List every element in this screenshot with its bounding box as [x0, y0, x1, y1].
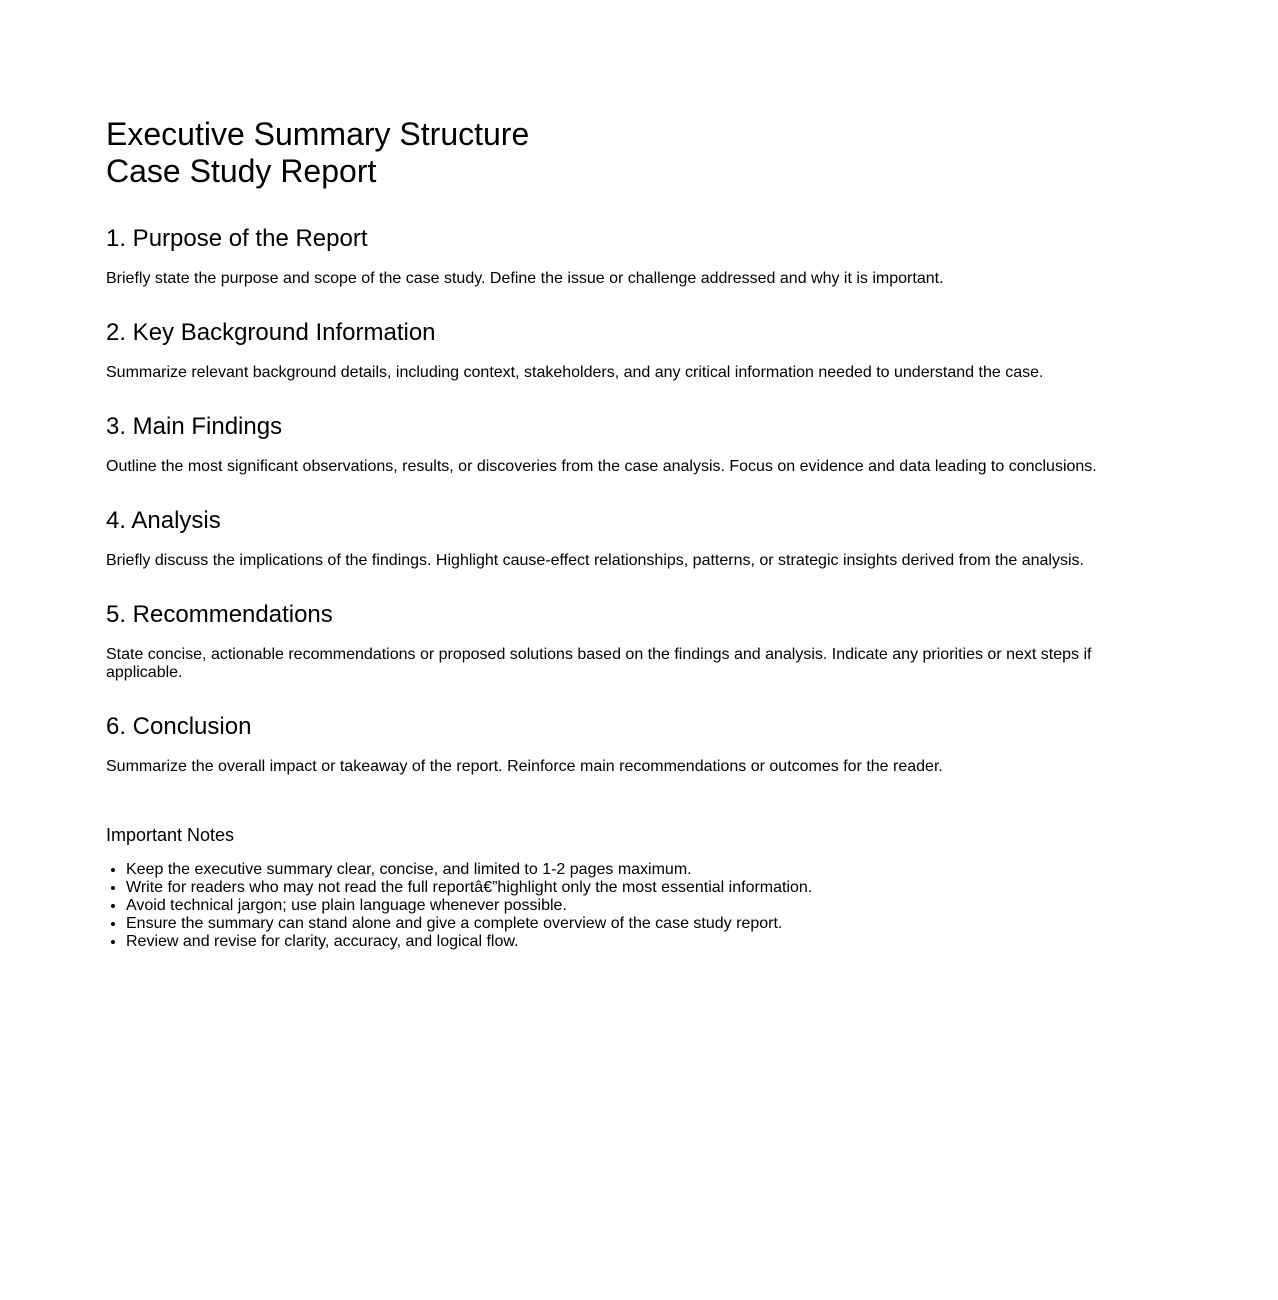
section-analysis	[106, 507, 1106, 570]
section-heading: 2. Key Background Information	[106, 319, 436, 346]
section-body: State concise, actionable recommendations or proposed solutions based on the findings and analysis. Indicate any priorities or next steps if applicable.	[106, 646, 1092, 681]
section-heading: 3. Main Findings	[106, 413, 283, 440]
section-heading: 1. Purpose of the Report	[106, 225, 368, 252]
section-heading: 5. Recommendations	[106, 601, 333, 628]
list-item: • Review and revise for clarity, accuracy, and logical flow.	[126, 933, 1106, 951]
section-findings	[106, 413, 1106, 476]
notes-heading: Important Notes	[106, 825, 235, 845]
section-purpose	[106, 225, 1106, 288]
notes-list	[106, 861, 1106, 951]
section-body: Summarize the overall impact or takeaway of the report. Reinforce main recommendations or outcomes for the reader.	[106, 758, 943, 775]
section-body: Briefly state the purpose and scope of the case study. Define the issue or challenge addressed and why it is important.	[106, 270, 944, 287]
section-body: Outline the most significant observations, results, or discoveries from the case analysis. Focus on evidence and data leading to conclusions.	[106, 458, 1097, 475]
document-title-line-2: Case Study Report	[106, 153, 377, 189]
list-item: • Avoid technical jargon; use plain language whenever possible.	[126, 897, 1106, 915]
document-title-line-1: Executive Summary Structure	[106, 116, 530, 152]
section-conclusion	[106, 713, 1106, 776]
section-heading: 6. Conclusion	[106, 713, 252, 740]
important-notes	[106, 825, 1106, 951]
section-recommendations	[106, 601, 1106, 682]
list-item: • Ensure the summary can stand alone and give a complete overview of the case study report.	[126, 915, 1106, 933]
list-item: • Write for readers who may not read the full reportâ€”highlight only the most essential information.	[126, 879, 1106, 897]
section-background	[106, 319, 1106, 382]
section-body: Summarize relevant background details, including context, stakeholders, and any critical information needed to understand the case.	[106, 364, 1044, 381]
section-heading: 4. Analysis	[106, 507, 221, 534]
list-item: • Keep the executive summary clear, concise, and limited to 1-2 pages maximum.	[126, 861, 1106, 879]
section-body: Briefly discuss the implications of the findings. Highlight cause-effect relationships, patterns, or strategic insights derived from the analysis.	[106, 552, 1084, 569]
